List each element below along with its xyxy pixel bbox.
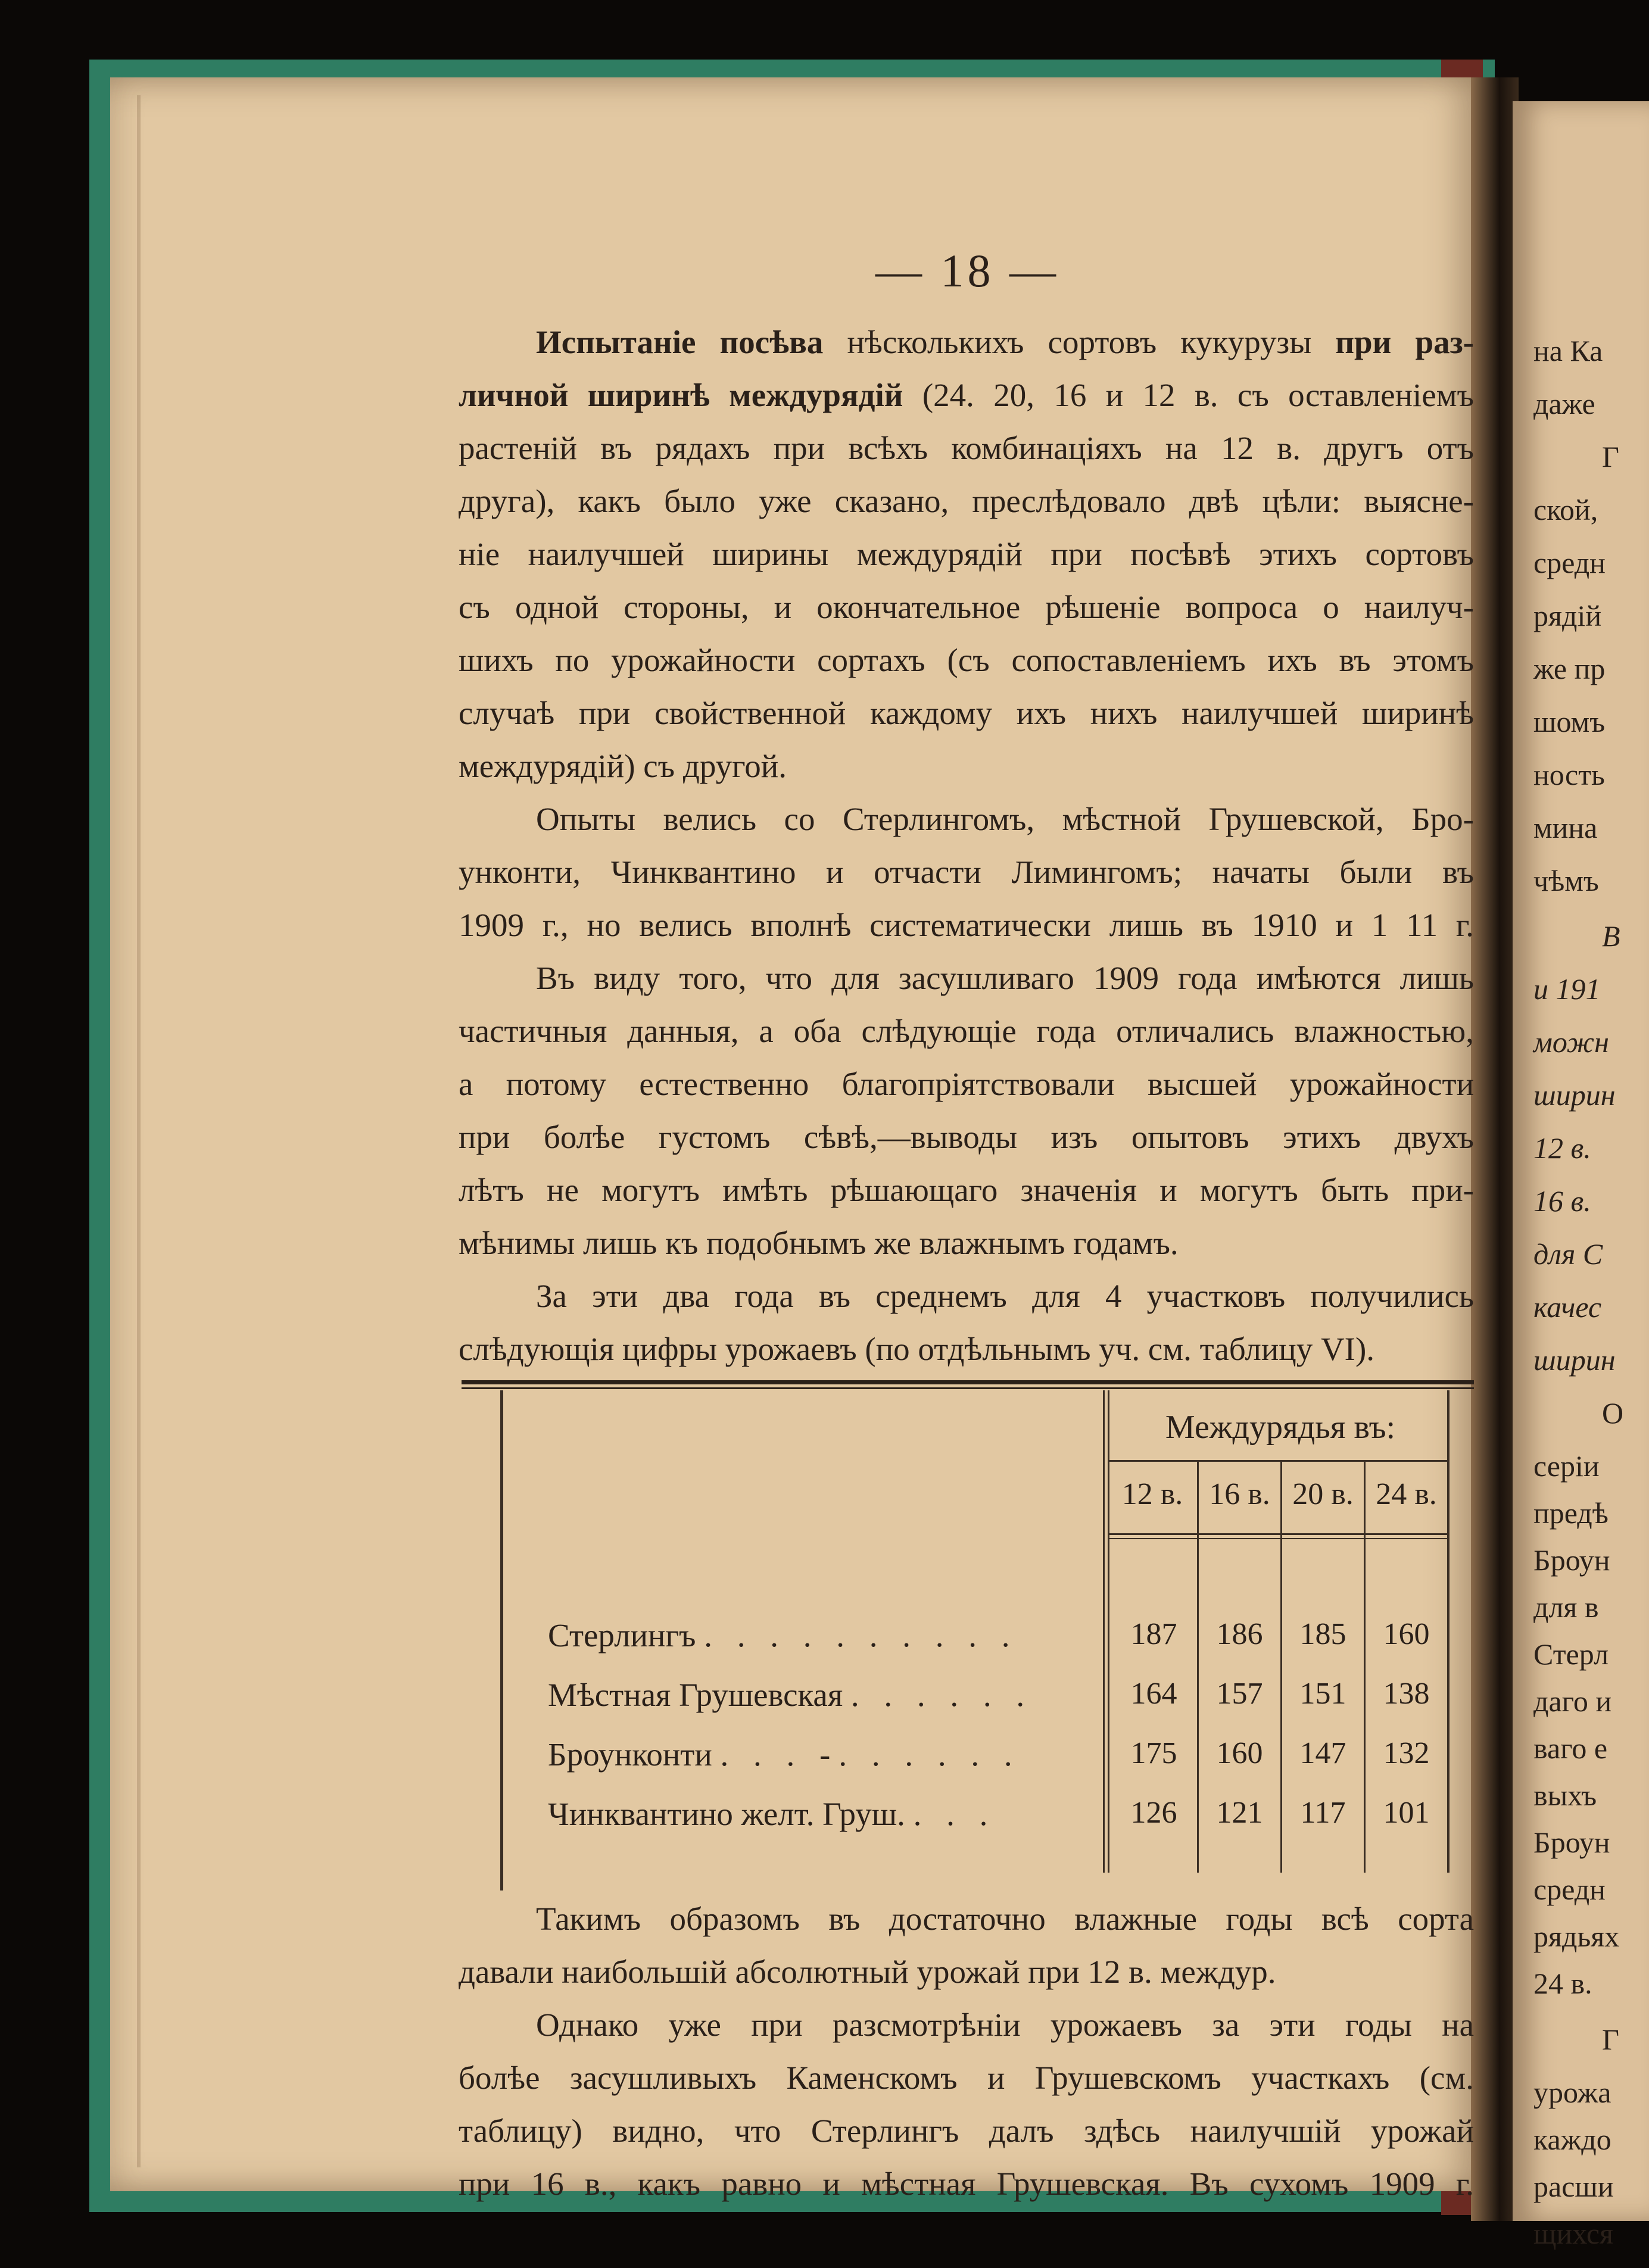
row-name: Стерлингъ [548, 1617, 696, 1654]
text-line: таблицу) видно, что Стерлингъ далъ здѣсь наилучшій урожай [459, 2113, 1474, 2149]
table-top-rule-thin [462, 1387, 1474, 1389]
table-cell: 138 [1383, 1677, 1430, 1711]
text-line: давали наибольшій абсолютный урожай при 12 в. междур. [459, 1954, 1276, 1990]
table-cell: 121 [1216, 1796, 1263, 1830]
text-line: съ одной стороны, и окончательное рѣшеніе вопроса о наилуч- [459, 589, 1474, 625]
paragraph-3 [459, 952, 1474, 1269]
text-line: случаѣ при свойственной каждому ихъ нихъ наилучшей ширинѣ [459, 695, 1474, 731]
table-cell: 117 [1300, 1796, 1346, 1830]
right-page-line: серіи [1533, 1449, 1600, 1483]
text-line: растеній въ рядахъ при всѣхъ комбинаціяхъ на 12 в. другъ отъ [459, 430, 1474, 466]
text-line: Опыты велись со Стерлингомъ, мѣстной Грушевской, Бро- [536, 801, 1474, 837]
text-line: а потому естественно благопріятствовали высшей урожайности [459, 1066, 1474, 1102]
leader-dots: . . . . . . [850, 1677, 1033, 1713]
table-cell: 160 [1216, 1736, 1263, 1770]
leader-dots: . . . [913, 1796, 996, 1832]
text-line: частичныя данныя, а оба слѣдующіе года отличались влажностью, [459, 1013, 1474, 1049]
text-line [459, 369, 1474, 422]
right-page-line: ширин [1533, 1343, 1616, 1377]
page-number: — 18 — [875, 245, 1059, 297]
table-row-label [548, 1617, 1018, 1654]
text-line: За эти два года въ среднемъ для 4 участковъ получились [536, 1278, 1474, 1314]
right-page-line: Стерл [1533, 1637, 1609, 1671]
right-page-line: Броун [1533, 1826, 1610, 1859]
table-divider [1103, 1605, 1105, 1873]
right-page-line: рядій [1533, 599, 1602, 632]
leader-dots: . . . . . . . . . . [704, 1617, 1018, 1654]
right-page-line: и 191 [1533, 972, 1601, 1006]
row-name: Чинквантино желт. Груш. [548, 1796, 905, 1832]
table-cell: 132 [1383, 1736, 1430, 1770]
table-cell: 126 [1130, 1796, 1177, 1830]
text-line: Однако уже при разсмотрѣніи урожаевъ за эти годы на [536, 2007, 1474, 2043]
text-line: мѣнимы лишь къ подобнымъ же влажнымъ годамъ. [459, 1225, 1179, 1261]
table-header-bottom-rule [1109, 1538, 1447, 1539]
right-page-line: 16 в. [1533, 1184, 1591, 1218]
right-page-line: для в [1533, 1590, 1599, 1624]
right-page-line: же пр [1533, 652, 1606, 685]
right-page-line: В [1602, 919, 1620, 953]
right-page-line: качес [1533, 1290, 1602, 1324]
right-page-line: средн [1533, 546, 1606, 579]
table-divider [1108, 1390, 1109, 1605]
right-page-line: даго и [1533, 1684, 1612, 1718]
right-page-line: каждо [1533, 2123, 1611, 2156]
text-line: междурядій) съ другой. [459, 748, 787, 784]
row-name: Броунконти [548, 1736, 712, 1773]
right-page-line: выхъ [1533, 1779, 1597, 1812]
right-page-line: чѣмъ [1533, 864, 1599, 897]
text-line: 1909 г., но велись вполнѣ систематически лишь въ 1910 и 1 11 г. [459, 907, 1474, 943]
bold-phrase: Испытаніе посѣва [536, 324, 824, 360]
table-divider [1108, 1605, 1109, 1873]
text-line: Въ виду того, что для засушливаго 1909 года имѣются лишь [536, 960, 1474, 996]
right-page-line: Броун [1533, 1543, 1610, 1577]
paragraph-6 [459, 1998, 1474, 2210]
right-page-line: мина [1533, 811, 1598, 844]
table-divider [1103, 1390, 1105, 1605]
paragraph-2 [459, 793, 1474, 952]
table-right-border [1447, 1605, 1450, 1873]
table-cell: 151 [1299, 1677, 1346, 1711]
table-column-header: 24 в. [1376, 1477, 1437, 1511]
bold-phrase: при раз- [1335, 324, 1474, 360]
text-span: нѣсколькихъ сортовъ кукурузы [823, 324, 1336, 360]
right-page-line: расши [1533, 2170, 1614, 2203]
table-row-label [548, 1795, 996, 1833]
text-line [459, 316, 1474, 369]
text-line: при болѣе густомъ сѣвѣ,—выводы изъ опытовъ этихъ двухъ [459, 1119, 1474, 1155]
page-fold-line [137, 95, 141, 2167]
table-header-rule [1109, 1460, 1447, 1462]
right-page-line: ваго е [1533, 1732, 1608, 1765]
table-right-border [1447, 1390, 1450, 1605]
text-line: слѣдующія цифры урожаевъ (по отдѣльнымъ уч. см. таблицу VI). [459, 1331, 1375, 1367]
text-line: Такимъ образомъ въ достаточно влажные годы всѣ сорта [536, 1901, 1474, 1937]
leader-dots: . . . -. . . . . . [720, 1736, 1021, 1773]
right-page-line: О [1602, 1396, 1624, 1430]
paragraph-1 [459, 316, 1474, 793]
table-column-header: 16 в. [1209, 1477, 1270, 1511]
right-page-line: ширин [1533, 1078, 1616, 1112]
right-page-line: ность [1533, 758, 1605, 791]
right-page-line: урожа [1533, 2076, 1611, 2109]
right-page-line: средн [1533, 1873, 1606, 1906]
right-page-line: 12 в. [1533, 1131, 1591, 1165]
right-page-line: предѣ [1533, 1496, 1609, 1530]
table-row-label [548, 1676, 1033, 1714]
row-name: Мѣстная Грушевская [548, 1677, 843, 1713]
table-row-label [548, 1736, 1021, 1773]
book-gutter [1471, 77, 1519, 2221]
table-header-group: Междурядья въ: [1165, 1409, 1396, 1446]
table-column-header: 20 в. [1292, 1477, 1354, 1511]
right-page-line: Г [1602, 440, 1619, 473]
text-span: (24. 20, 16 и 12 в. съ оставленіемъ [903, 377, 1474, 413]
right-page-line: даже [1533, 387, 1595, 420]
table-cell: 175 [1130, 1736, 1177, 1770]
right-page-line: можн [1533, 1025, 1609, 1059]
paragraph-4 [459, 1269, 1474, 1375]
table-cell: 185 [1299, 1617, 1346, 1651]
right-page-line: Г [1602, 2023, 1619, 2056]
table-cell: 157 [1216, 1677, 1263, 1711]
text-line: друга), какъ было уже сказано, преслѣдовало двѣ цѣли: выясне- [459, 483, 1474, 519]
table-cell: 187 [1130, 1617, 1177, 1651]
table-left-border [500, 1390, 503, 1605]
text-line: болѣе засушливыхъ Каменскомъ и Грушевскомъ участкахъ (см. [459, 2060, 1474, 2096]
table-cell: 164 [1130, 1677, 1177, 1711]
right-page-line: для С [1533, 1237, 1603, 1271]
bold-phrase: личной ширинѣ междурядій [459, 377, 903, 413]
table-column-header: 12 в. [1121, 1477, 1183, 1511]
text-line: при 16 в., какъ равно и мѣстная Грушевская. Въ сухомъ 1909 г. [459, 2166, 1474, 2202]
table-header-bottom-rule [1109, 1533, 1447, 1535]
table-cell: 101 [1383, 1796, 1430, 1830]
right-page-line: 24 в. [1533, 1967, 1592, 2000]
text-line: унконти, Чинквантино и отчасти Лимингомъ; начаты были въ [459, 854, 1474, 890]
text-line: ніе наилучшей ширины междурядій при посѣвѣ этихъ сортовъ [459, 536, 1474, 572]
text-line: шихъ по урожайности сортахъ (съ сопоставленіемъ ихъ въ этомъ [459, 642, 1474, 678]
paragraph-5 [459, 1892, 1474, 1998]
right-page-line: щихся [1533, 2217, 1614, 2250]
text-line: лѣтъ не могутъ имѣть рѣшающаго значенія и могутъ быть при- [459, 1172, 1474, 1208]
table-cell: 147 [1299, 1736, 1346, 1770]
right-page-line: на Ка [1533, 334, 1603, 367]
right-page-line: рядьях [1533, 1920, 1620, 1953]
table-left-border [500, 1605, 503, 1890]
right-page-line: шомъ [1533, 705, 1606, 738]
table-top-rule [462, 1380, 1474, 1384]
right-page-line: ской, [1533, 493, 1598, 526]
table-cell: 186 [1216, 1617, 1263, 1651]
table-cell: 160 [1383, 1617, 1430, 1651]
